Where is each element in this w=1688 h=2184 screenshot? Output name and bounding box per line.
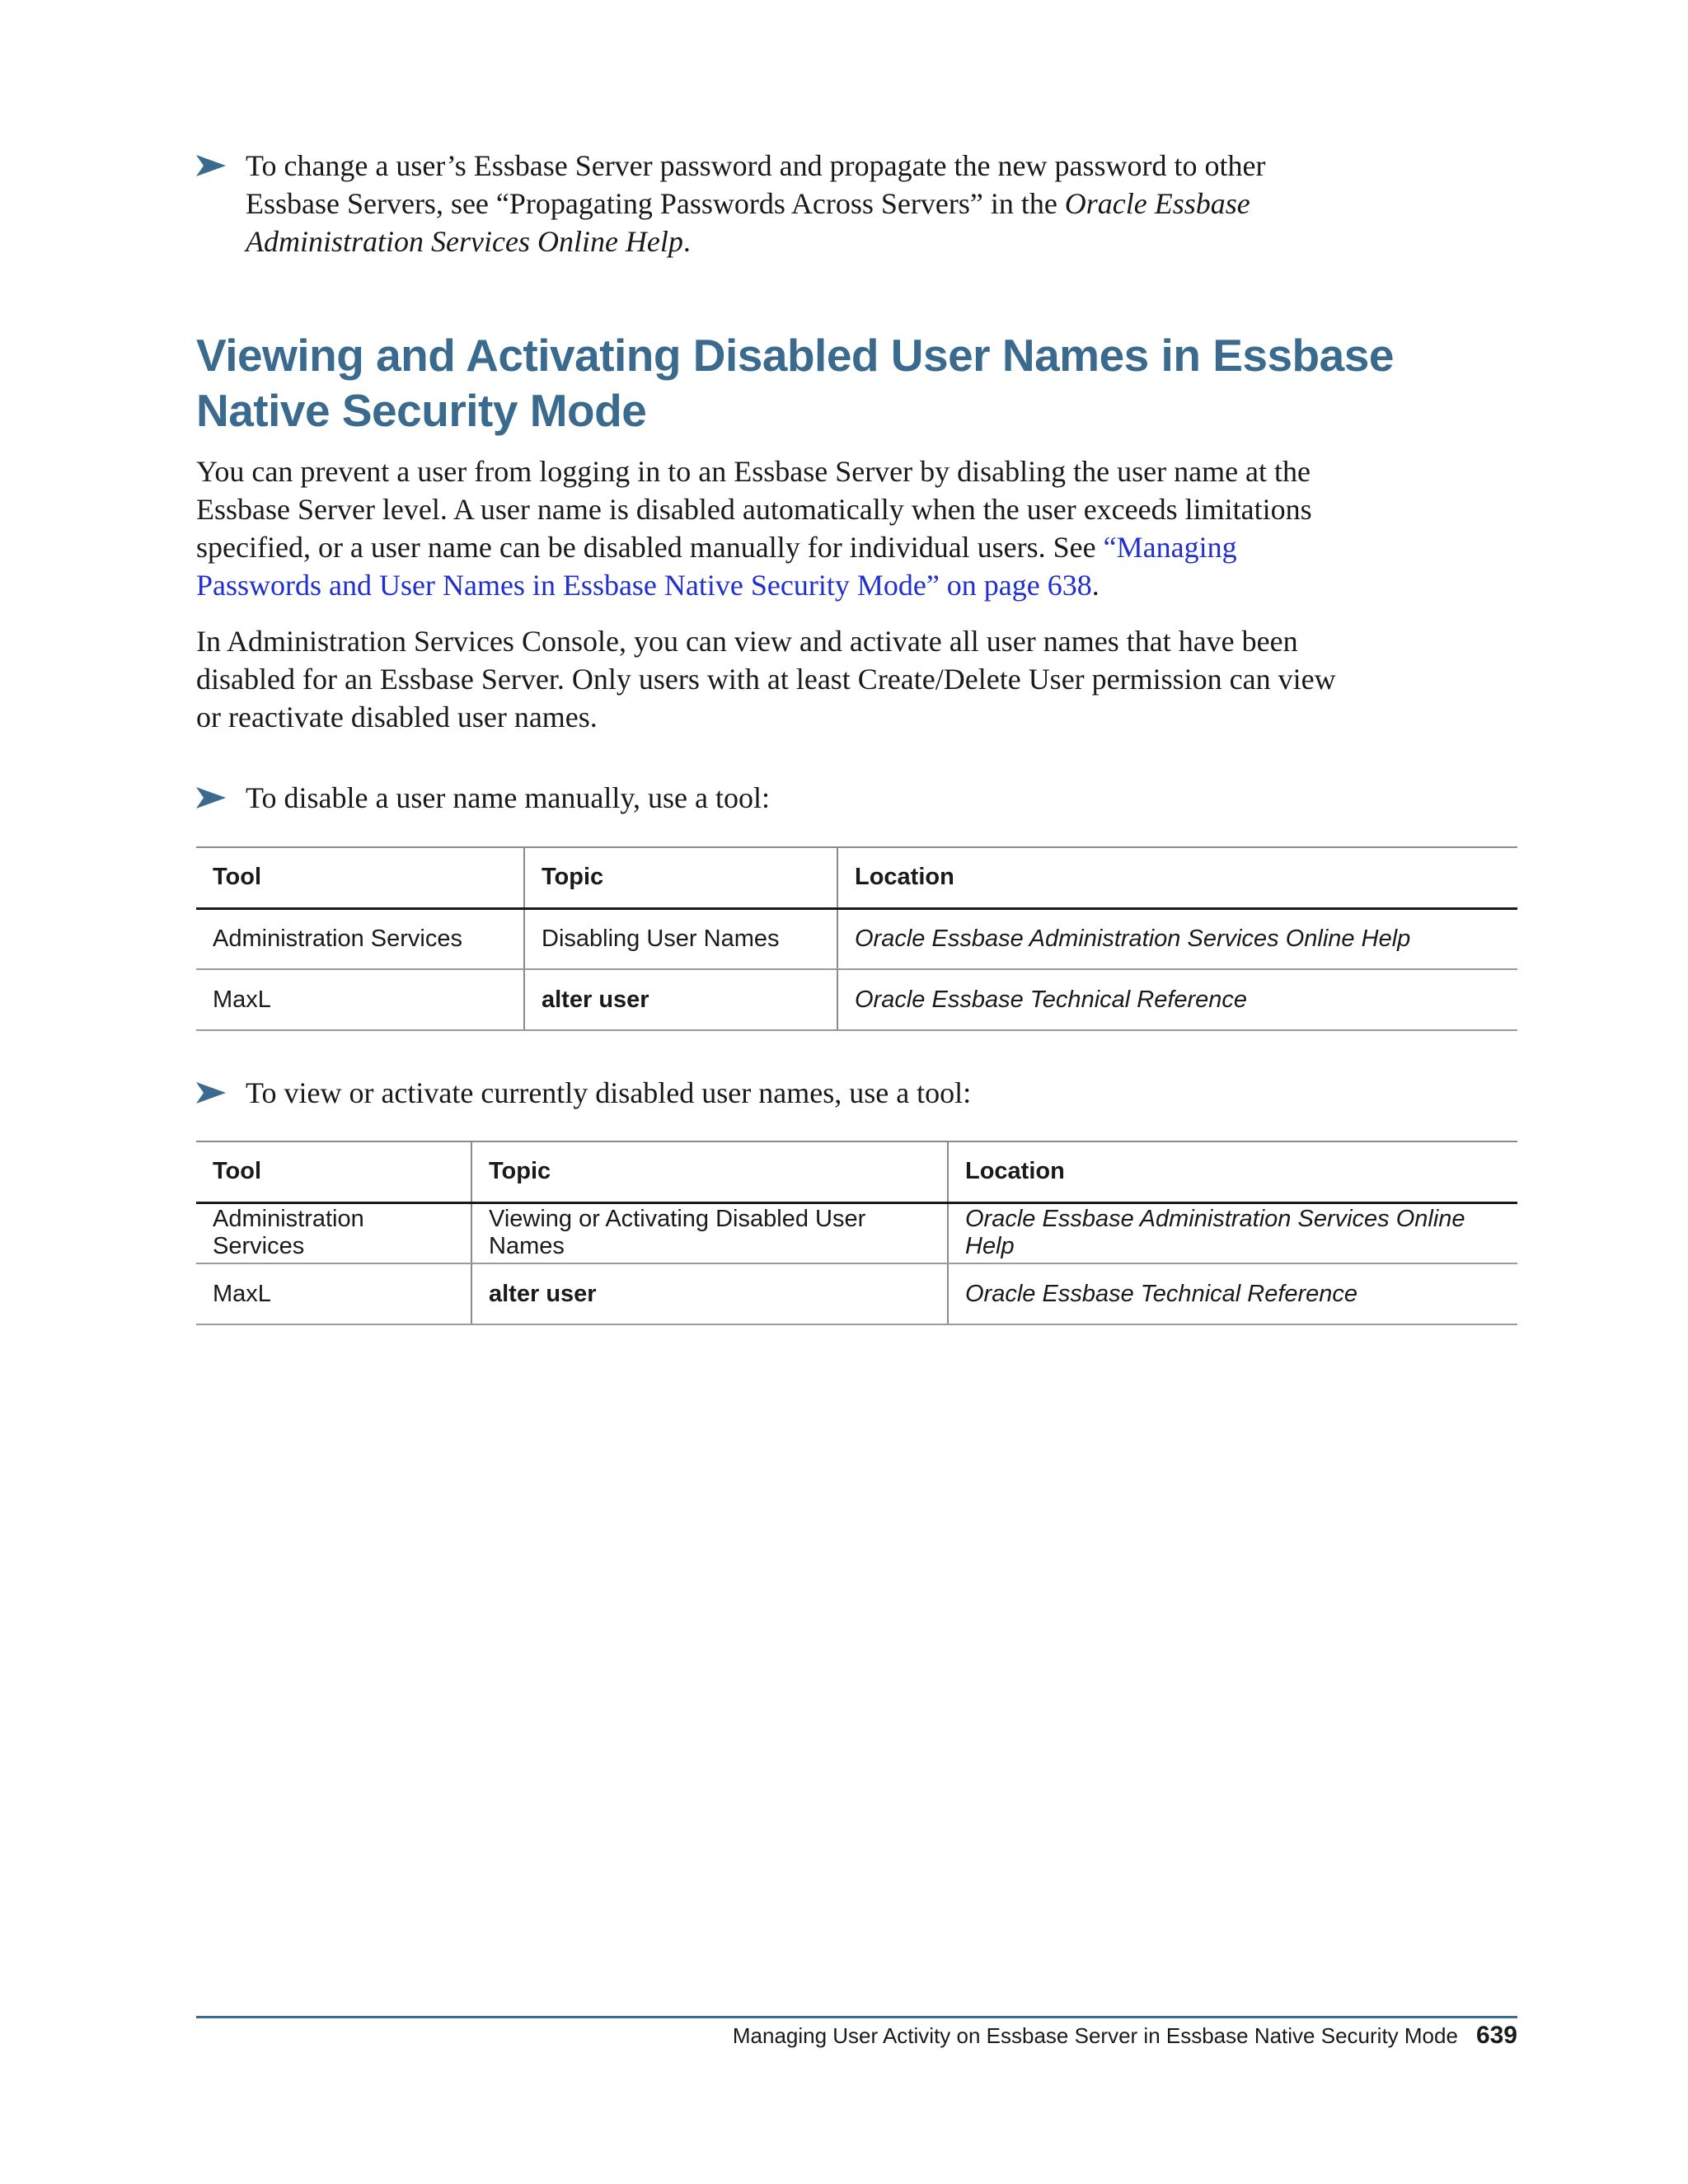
arrowhead-right-icon [196, 1074, 229, 1112]
arrowhead-right-icon [196, 779, 229, 817]
doc-title: Oracle Essbase Administration Services Online Help [246, 187, 1250, 258]
procedure-step-text [246, 147, 1350, 260]
cell-topic: Disabling User Names [524, 908, 837, 969]
table-row [196, 1263, 1517, 1324]
procedure-step-view-activate [196, 1074, 1350, 1112]
step-text-part: . [682, 225, 691, 258]
column-header-tool: Tool [196, 847, 524, 908]
column-header-tool: Tool [196, 1141, 471, 1202]
column-header-location: Location [837, 847, 1517, 908]
view-activate-tool-table [196, 1141, 1517, 1325]
cell-location: Oracle Essbase Technical Reference [837, 969, 1517, 1030]
disable-tool-table [196, 846, 1517, 1031]
step-text-part: To change a user’s Essbase Server password and propagate the new password to other Essbase Servers, see “Propagating Passwords Across Servers” in the [246, 149, 1266, 220]
column-header-topic: Topic [524, 847, 837, 908]
procedure-step-change-password [196, 147, 1350, 260]
column-header-topic: Topic [471, 1141, 948, 1202]
paragraph-text: . [1091, 569, 1100, 602]
body-paragraph-1 [196, 452, 1342, 604]
cross-reference-link[interactable]: “Managing Passwords and User Names in Essbase Native Security Mode” on page 638 [196, 531, 1237, 602]
section-heading: Viewing and Activating Disabled User Names in Essbase Native Security Mode [196, 330, 1394, 436]
table-header-row [196, 847, 1517, 908]
cell-topic: alter user [524, 969, 837, 1030]
procedure-step-disable [196, 779, 1350, 817]
page-footer [733, 2019, 1517, 2052]
arrowhead-right-icon [196, 147, 229, 185]
page-number: 639 [1475, 2022, 1517, 2049]
cell-tool: Administration Services [196, 1202, 471, 1263]
footer-chapter-title: Managing User Activity on Essbase Server in Essbase Native Security Mode [732, 2023, 1458, 2048]
footer-rule [196, 2016, 1517, 2018]
paragraph-text: You can prevent a user from logging in to an Essbase Server by disabling the user name at the Essbase Server level. A user name is disabled automatically when the user exceeds limitations specified, or a user name can be disabled manually for individual users. See [196, 455, 1312, 564]
table-row [196, 1202, 1517, 1263]
table-row [196, 908, 1517, 969]
table-row [196, 969, 1517, 1030]
table-header-row [196, 1141, 1517, 1202]
body-paragraph-2: In Administration Services Console, you can view and activate all user names that have been disabled for an Essbase Server. Only users with at least Create/Delete User permission can view or reactivate disabled user names. [196, 625, 1336, 733]
cell-location: Oracle Essbase Administration Services Online Help [948, 1202, 1517, 1263]
procedure-step-text: To view or activate currently disabled user names, use a tool: [246, 1076, 972, 1109]
cell-topic: Viewing or Activating Disabled User Names [471, 1202, 948, 1263]
procedure-step-text: To disable a user name manually, use a tool: [246, 781, 770, 814]
cell-location: Oracle Essbase Technical Reference [948, 1263, 1517, 1324]
cell-tool: MaxL [196, 1263, 471, 1324]
cell-topic: alter user [471, 1263, 948, 1324]
cell-tool: Administration Services [196, 908, 524, 969]
cell-tool: MaxL [196, 969, 524, 1030]
cell-location: Oracle Essbase Administration Services Online Help [837, 908, 1517, 969]
column-header-location: Location [948, 1141, 1517, 1202]
